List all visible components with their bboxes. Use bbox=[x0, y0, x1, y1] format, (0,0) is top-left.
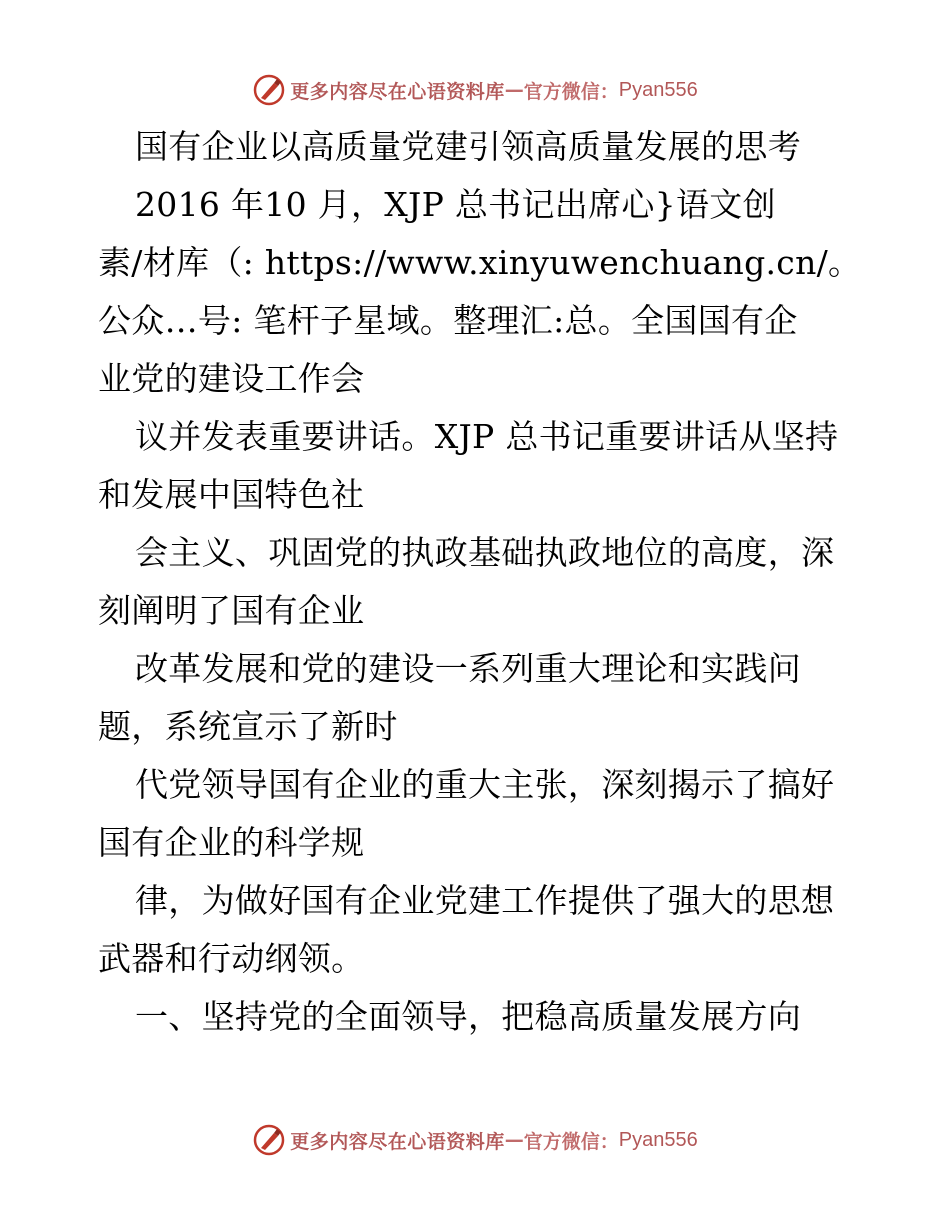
text-line: 议并发表重要讲话。XJP 总书记重要讲话从坚持 bbox=[135, 417, 839, 456]
text-line: 律，为做好国有企业党建工作提供了强大的思想 bbox=[135, 881, 835, 920]
pen-logo-icon bbox=[252, 73, 286, 107]
text-line: 改革发展和党的建设一系列重大理论和实践问 bbox=[135, 649, 801, 688]
section-heading: 一、坚持党的全面领导，把稳高质量发展方向 bbox=[135, 997, 801, 1036]
text-line: 刻阐明了国有企业 bbox=[98, 591, 365, 630]
text-line: 会主义、巩固党的执政基础执政地位的高度，深 bbox=[135, 533, 835, 572]
text-line: 代党领导国有企业的重大主张，深刻揭示了搞好 bbox=[135, 765, 835, 804]
text-line: 武器和行动纲领。 bbox=[98, 939, 365, 978]
banner-dash: — bbox=[504, 1129, 524, 1151]
banner-label: 官方微信： bbox=[523, 80, 619, 103]
pen-logo-icon bbox=[252, 1123, 286, 1157]
banner-wechat-id: Pyan556 bbox=[618, 1128, 698, 1151]
text-line: 国有企业的科学规 bbox=[98, 823, 365, 862]
banner-text: 更多内容尽在心语资料库 bbox=[290, 1130, 505, 1153]
text-line: 2016 年10 月，XJP 总书记出席心}语文创 bbox=[135, 185, 776, 224]
banner-label: 官方微信： bbox=[523, 1130, 619, 1153]
banner-dash: — bbox=[504, 79, 524, 101]
document-title: 国有企业以高质量党建引领高质量发展的思考 bbox=[135, 127, 801, 166]
text-line: 业党的建设工作会 bbox=[98, 359, 365, 398]
header-banner bbox=[0, 70, 950, 110]
document-body bbox=[98, 118, 862, 1046]
footer-banner bbox=[0, 1120, 950, 1160]
banner-wechat-id: Pyan556 bbox=[618, 78, 698, 101]
text-line: 和发展中国特色社 bbox=[98, 475, 365, 514]
banner-text: 更多内容尽在心语资料库 bbox=[290, 80, 505, 103]
text-line: 题，系统宣示了新时 bbox=[98, 707, 398, 746]
text-line: 素/材库（: https://www.xinyuwenchuang.cn/。 bbox=[98, 243, 862, 282]
text-line: 公众…号: 笔杆子星域。整理汇:总。全国国有企 bbox=[98, 301, 798, 340]
